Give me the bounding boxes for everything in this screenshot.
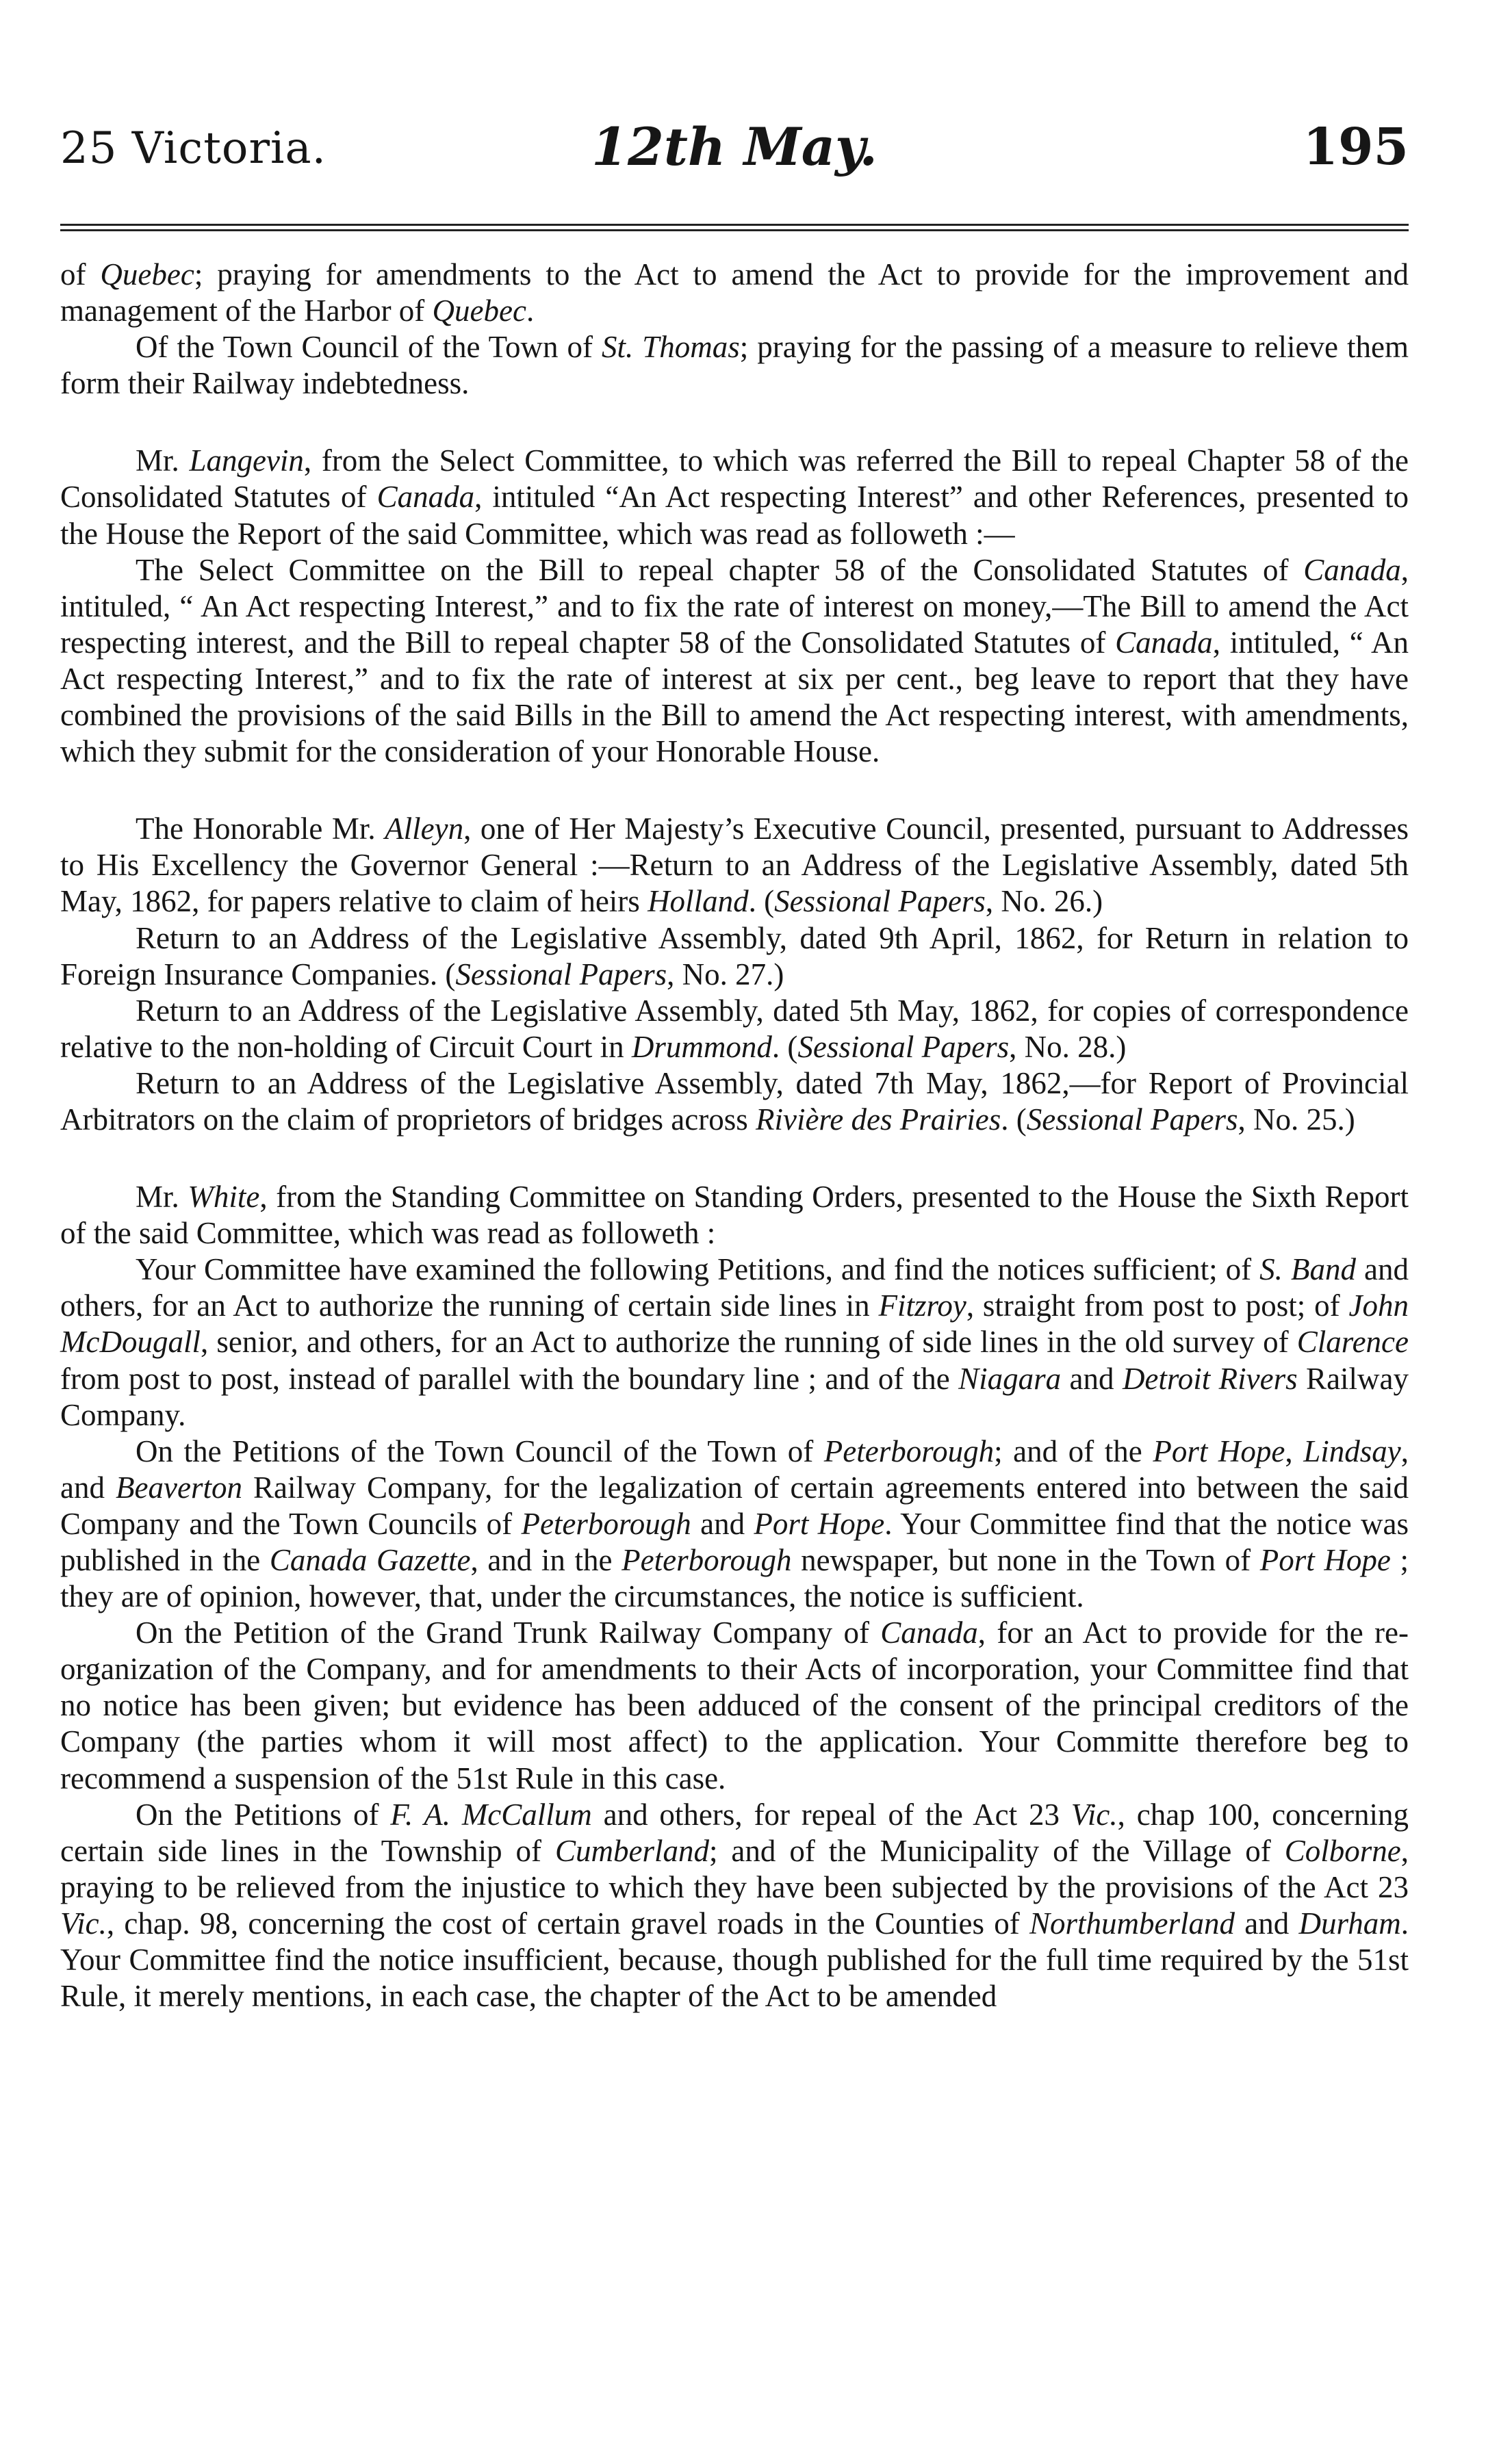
italic-run: Langevin [189,443,304,478]
italic-run: Canada [1115,625,1213,660]
italic-run: Quebec [432,294,526,328]
italic-run: Canada [1303,552,1401,587]
italic-run: Drummond [631,1029,772,1064]
page-header [60,109,1409,198]
italic-run: Peterborough [823,1434,995,1468]
paragraph: Mr. White, from the Standing Committee on Standing Orders, presented to the House the Sixth Report of the said Committee, which was read as followeth : [60,1180,1409,1251]
italic-run: S. Band [1259,1252,1356,1287]
page-number: 195 [1303,118,1409,177]
italic-run: St. Thomas [601,330,740,365]
italic-run: White [188,1180,260,1215]
italic-run: Port Hope [754,1506,885,1541]
paragraph: Of the Town Council of the Town of St. Thomas; praying for the passing of a measure to relieve them form their Railway indebtedness. [60,330,1409,401]
header-rule-bottom [60,229,1409,231]
italic-run: Canada [376,480,475,515]
paragraph: On the Petition of the Grand Trunk Railway Company of Canada, for an Act to provide for the re-organization of the Company, and for amendments to their Acts of incorporation, your Committee find that no notice has been given; but evidence has been adduced of the consent of the principal creditors of the Company (the parties whom it will most affect) to the application. Your Committe therefore beg to recommend a suspension of the 51st Rule in this case. [60,1616,1409,1795]
paragraph: On the Petitions of the Town Council of the Town of Peterborough; and of the Port Hope, Lindsay, and Beaverton Railway Company, for the legalization of certain agreements entered into between the said Company and the Town Councils of Peterborough and Port Hope. Your Committee find that the notice was published in the Canada Gazette, and in the Peterborough newspaper, but none in the Town of Port Hope ; they are of opinion, however, that, under the circumstances, the notice is sufficient. [60,1434,1409,1614]
paragraph: The Honorable Mr. Alleyn, one of Her Majesty’s Executive Council, presented, pursuant to Addresses to His Excellency the Governor General :—Return to an Address of the Legislative Assembly, dated 5th May, 1862, for papers relative to claim of heirs Holland. (Sessional Papers, No. 26.) [60,812,1409,919]
italic-run: Quebec [100,257,194,291]
italic-run: John McDougall [60,1288,1409,1360]
italic-run: Sessional Papers [455,957,667,991]
italic-run: Vic. [1071,1797,1118,1832]
italic-run: Niagara [958,1361,1062,1396]
document-page [60,0,1409,2464]
italic-run: Alleyn [385,812,464,846]
italic-run: Durham [1298,1906,1401,1941]
italic-run: Cumberland [554,1833,709,1868]
italic-run: Sessional Papers [774,884,986,919]
italic-run: Port Hope [1259,1543,1391,1577]
italic-run: Fitzroy [878,1288,966,1323]
italic-run: Beaverton [116,1470,242,1505]
italic-run: Vic. [60,1906,107,1941]
paragraph: Return to an Address of the Legislative Assembly, dated 9th April, 1862, for Return in relation to Foreign Insurance Companies. (Sessional Papers, No. 27.) [60,920,1409,991]
italic-run: Holland [648,884,749,919]
italic-run: Port Hope [1153,1434,1285,1468]
paragraph: On the Petitions of F. A. McCallum and others, for repeal of the Act 23 Vic., chap 100, concerning certain side lines in the Township of Cumberland; and of the Municipality of the Village of Colborne, praying to be relieved from the injustice to which they have been subjected by the provisions of the Act 23 Vic., chap. 98, concerning the cost of certain gravel roads in the Counties of Northumberland and Durham. Your Committee find the notice insufficient, because, though published for the full time required by the 51st Rule, it merely mentions, in each case, the chapter of the Act to be amended [60,1797,1409,2014]
italic-run: Peterborough [521,1506,691,1541]
paragraph: Mr. Langevin, from the Select Committee, to which was referred the Bill to repeal Chapter 58 of the Consolidated Statutes of Canada, intituled “An Act respecting Interest” and other References, presented to the House the Report of the said Committee, which was read as followeth :— [60,443,1409,551]
italic-run: Clarence [1296,1325,1409,1360]
page-date: 12th May. [591,116,877,177]
italic-run: Northumberland [1029,1906,1235,1941]
session-label: 25 Victoria. [60,123,326,174]
paragraph: The Select Committee on the Bill to repeal chapter 58 of the Consolidated Statutes of Canada, intituled, “ An Act respecting Interest,” and to fix the rate of interest on money,—The Bill to amend the Act respecting interest, and the Bill to repeal chapter 58 of the Consolidated Statutes of Canada, intituled, “ An Act respecting Interest,” and to fix the rate of interest at six per cent., beg leave to report that they have combined the provisions of the said Bills in the Bill to amend the Act respecting interest, with amendments, which they submit for the consideration of your Honorable House. [60,552,1409,769]
italic-run: Sessional Papers [1026,1102,1238,1137]
paragraph: Your Committee have examined the following Petitions, and find the notices sufficient; of S. Band and others, for an Act to authorize the running of certain side lines in Fitzroy, straight from post to post; of John McDougall, senior, and others, for an Act to authorize the running of side lines in the old survey of Clarence from post to post, instead of parallel with the boundary line ; and of the Niagara and Detroit Rivers Railway Company. [60,1252,1409,1432]
italic-run: Lindsay [1303,1434,1401,1468]
paragraph: Return to an Address of the Legislative Assembly, dated 5th May, 1862, for copies of correspondence relative to the non-holding of Circuit Court in Drummond. (Sessional Papers, No. 28.) [60,993,1409,1064]
italic-run: F. A. McCallum [390,1797,592,1832]
italic-run: Canada [880,1616,978,1650]
italic-run: Rivière des Prairies [755,1102,1001,1137]
italic-run: Colborne [1284,1833,1401,1868]
italic-run: Detroit Rivers [1122,1361,1298,1396]
italic-run: Sessional Papers [797,1029,1010,1064]
journal-body [60,257,1409,2014]
paragraph: of Quebec; praying for amendments to the Act to amend the Act to provide for the improvement and management of the Harbor of Quebec. [60,257,1409,328]
italic-run: Canada Gazette [269,1543,471,1577]
header-rule-top [60,224,1409,226]
italic-run: Peterborough [622,1543,792,1577]
paragraph: Return to an Address of the Legislative Assembly, dated 7th May, 1862,—for Report of Provincial Arbitrators on the claim of proprietors of bridges across Rivière des Prairies. (Sessional Papers, No. 25.) [60,1065,1409,1137]
